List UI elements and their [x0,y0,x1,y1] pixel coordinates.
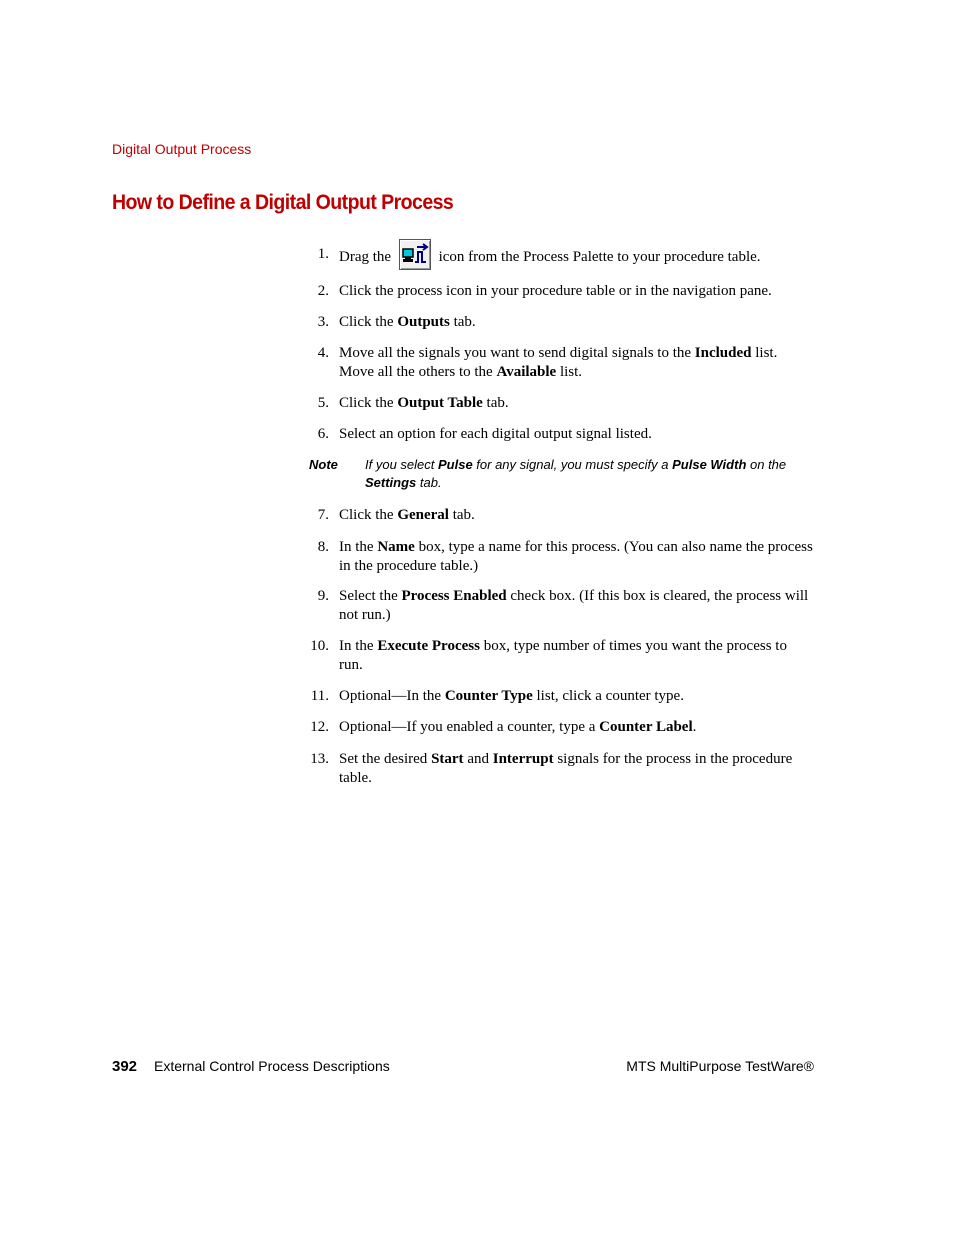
note-term: Settings [365,475,417,490]
step-term: Name [377,539,415,555]
step-10 [310,637,814,674]
step-number: 10. [310,638,329,654]
step-text: tab. [482,395,509,411]
note-term: Pulse Width [672,457,747,472]
step-text: box, type a name for this process. (You can also name the process in the procedure table.) [339,539,813,574]
step-text: In the [339,539,378,555]
step-term: Start [431,751,464,767]
step-term: Interrupt [492,751,554,767]
note-text: on the [746,457,787,472]
step-1 [317,245,814,270]
step-number: 8. [317,539,329,555]
step-text: Drag the [339,248,392,265]
page-number: 392 [112,1058,138,1075]
step-text: signals for the process in the procedure table. [339,751,793,786]
step-number: 4. [317,345,329,361]
step-text: list. [556,363,583,380]
digital-output-process-icon [399,239,431,270]
step-text: . [692,719,697,735]
step-text: tab. [449,314,476,330]
step-11 [310,687,814,706]
step-text: In the [339,638,378,654]
step-number: 6. [317,426,329,442]
step-text: Click the [339,395,398,411]
step-text: box, type number of times you want the process to run. [339,638,787,673]
step-2 [317,282,814,301]
step-text: Click the process icon in your procedure table or in the navigation pane. [339,283,772,299]
step-3 [317,313,814,332]
step-6 [317,425,814,444]
step-number: 13. [310,751,329,767]
step-term: Process Enabled [401,588,507,604]
step-text: and [463,751,493,767]
step-text: Select an option for each digital output signal listed. [339,426,652,442]
step-13 [310,750,814,787]
running-head: Digital Output Process [112,141,252,157]
step-text: tab. [448,507,475,523]
step-12 [310,718,814,737]
step-5 [317,394,814,413]
note-label: Note [309,457,338,472]
step-number: 5. [317,395,329,411]
step-text: Click the [339,314,398,330]
step-8 [317,538,814,575]
step-term: Execute Process [377,638,480,654]
step-text: list, click a counter type. [532,688,684,704]
note-body [365,456,817,492]
step-number: 11. [310,688,329,704]
note-text: tab. [416,475,442,490]
step-term: Available [496,363,557,380]
footer-chapter: External Control Process Descriptions [154,1058,390,1074]
step-number: 3. [317,314,329,330]
step-4 [317,344,814,381]
note-text: for any signal, you must specify a [472,457,673,472]
step-term: Counter Label [599,719,693,735]
step-term: Output Table [397,395,483,411]
step-text: Select the [339,588,402,604]
step-text: Move all the signals you want to send digital signals to the [339,345,695,361]
step-text: Click the [339,507,398,523]
step-number: 2. [317,283,329,299]
step-number: 1. [317,246,329,262]
step-text: Set the desired [339,751,432,767]
note-term: Pulse [437,457,473,472]
section-title: How to Define a Digital Output Process [112,191,454,214]
step-term: Included [694,345,752,361]
step-7 [317,506,814,525]
step-term: Counter Type [444,688,533,704]
step-text: Optional—If you enabled a counter, type a [339,719,600,735]
note-text: If you select [365,457,438,472]
step-text: Optional—In the [339,688,445,704]
step-number: 9. [317,588,329,604]
step-number: 12. [310,719,329,735]
footer-product: MTS MultiPurpose TestWare® [626,1058,814,1074]
step-number: 7. [317,507,329,523]
step-9 [317,587,814,624]
step-term: General [397,507,449,523]
step-term: Outputs [397,314,450,330]
step-text: check box. (If this box is cleared, the process will not run.) [339,588,809,623]
step-text: list. Move all the others to the [339,345,778,380]
step-text: icon from the Process Palette to your procedure table. [438,248,761,265]
